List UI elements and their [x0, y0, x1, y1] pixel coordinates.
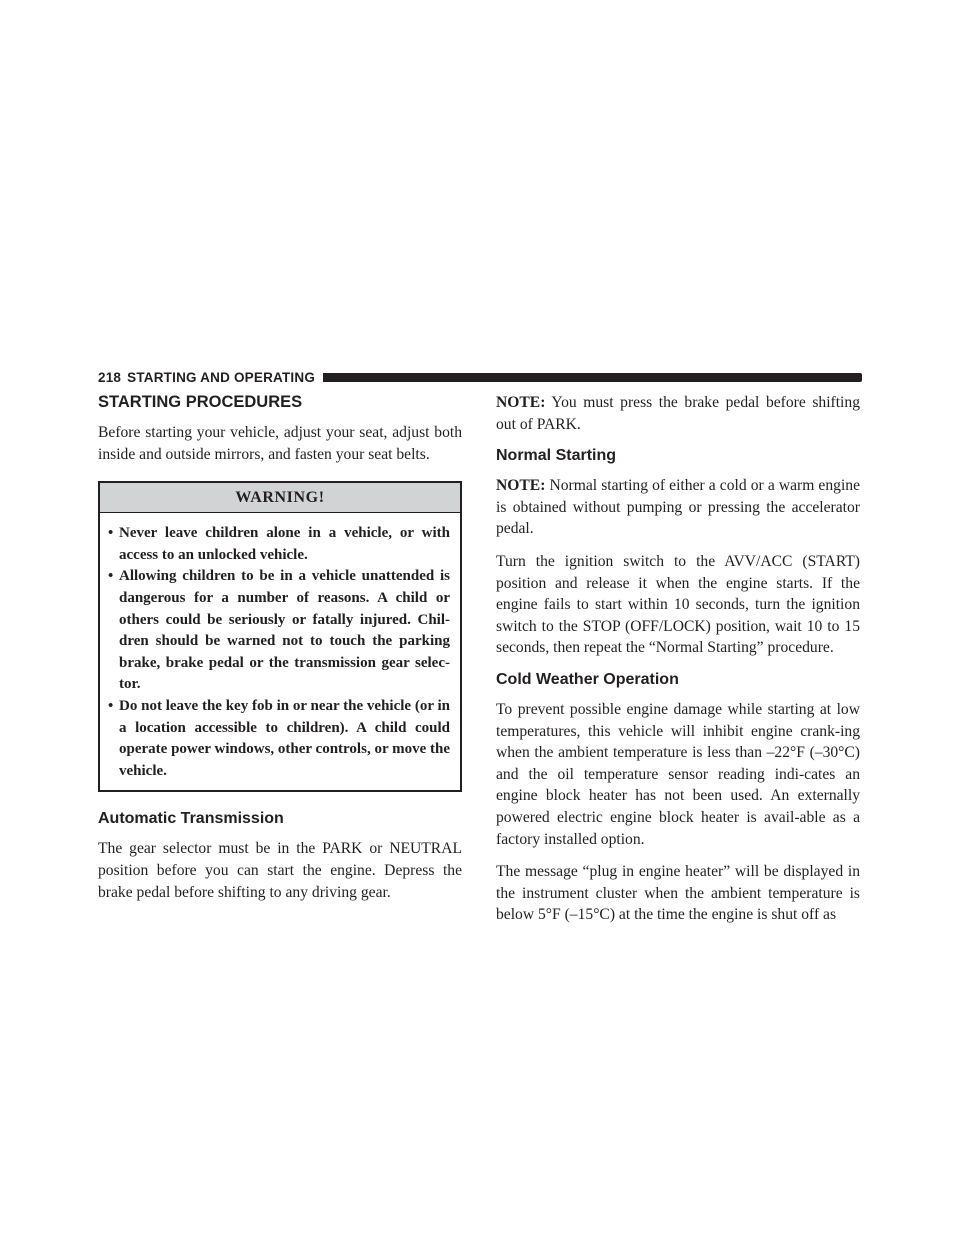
warning-item [108, 696, 450, 782]
engine-heater-paragraph: The message “plug in engine heater” will be displayed in the instrument cluster when the ambient temperature is below 5°F (–15°C) at the time the engine is shut off as [496, 863, 860, 924]
note-label: NOTE: [496, 394, 546, 411]
warning-item-text: Never leave children alone in a vehicle, or with access to an unlocked vehicle. [119, 525, 450, 563]
page-number: 218 [98, 369, 122, 385]
note-text: You must press the brake pedal before shifting out of PARK. [496, 394, 860, 433]
automatic-transmission-title: Automatic Transmission [98, 810, 284, 828]
normal-starting-paragraph: Turn the ignition switch to the AVV/ACC (START) position and release it when the engine starts. If the engine fails to start within 10 seconds, turn the ignition switch to the STOP (OFF/LOCK) position, wait 10 to 15 seconds, then repeat the “Normal Starting” procedure. [496, 552, 860, 657]
left-column [98, 392, 462, 914]
page-header [98, 367, 862, 387]
normal-starting-title: Normal Starting [496, 447, 617, 465]
warning-item-text: Do not leave the key fob in or near the vehicle (or in a location accessible to children). A child could operate power windows, other controls, or move the vehicle. [119, 697, 450, 779]
header-rule [323, 373, 862, 382]
bullet: • [108, 525, 114, 542]
note-paragraph [496, 475, 860, 540]
section-title: STARTING PROCEDURES [98, 393, 303, 411]
cold-weather-title: Cold Weather Operation [496, 670, 679, 688]
warning-box [98, 481, 462, 792]
cold-weather-paragraph: To prevent possible engine damage while starting at low temperatures, this vehicle will inhibit engine crank-ing when the ambient temperature is less than –22°F (–30°C) and the oil temperature sensor reading indi-cates an engine block heater has not been used. An externally powered electric engine block heater is avail-able as a factory installed option. [496, 700, 860, 848]
warning-item [108, 566, 450, 696]
warning-heading: WARNING! [100, 483, 460, 513]
warning-item-text: Allowing children to be in a vehicle unattended is dangerous for a number of reasons. A child or others could be seriously or fatally injured. Chil-dren should be warned not to touch the parking brake, brake pedal or the transmission gear selec-tor. [119, 568, 450, 693]
bullet: • [108, 697, 114, 714]
note-label: NOTE: [496, 477, 546, 495]
bullet: • [108, 568, 114, 585]
right-column [496, 392, 860, 937]
intro-paragraph: Before starting your vehicle, adjust your seat, adjust both inside and outside mirrors, and fasten your seat belts. [98, 424, 462, 463]
note-paragraph [496, 392, 860, 435]
section-name: STARTING AND OPERATING [127, 369, 316, 385]
warning-item [108, 523, 450, 566]
note-text: Normal starting of either a cold or a warm engine is obtained without pumping or pressing the accelerator pedal. [496, 477, 861, 538]
automatic-transmission-paragraph: The gear selector must be in the PARK or NEUTRAL position before you can start the engine. Depress the brake pedal before shifting to any driving gear. [98, 840, 462, 901]
warning-list [100, 513, 460, 790]
